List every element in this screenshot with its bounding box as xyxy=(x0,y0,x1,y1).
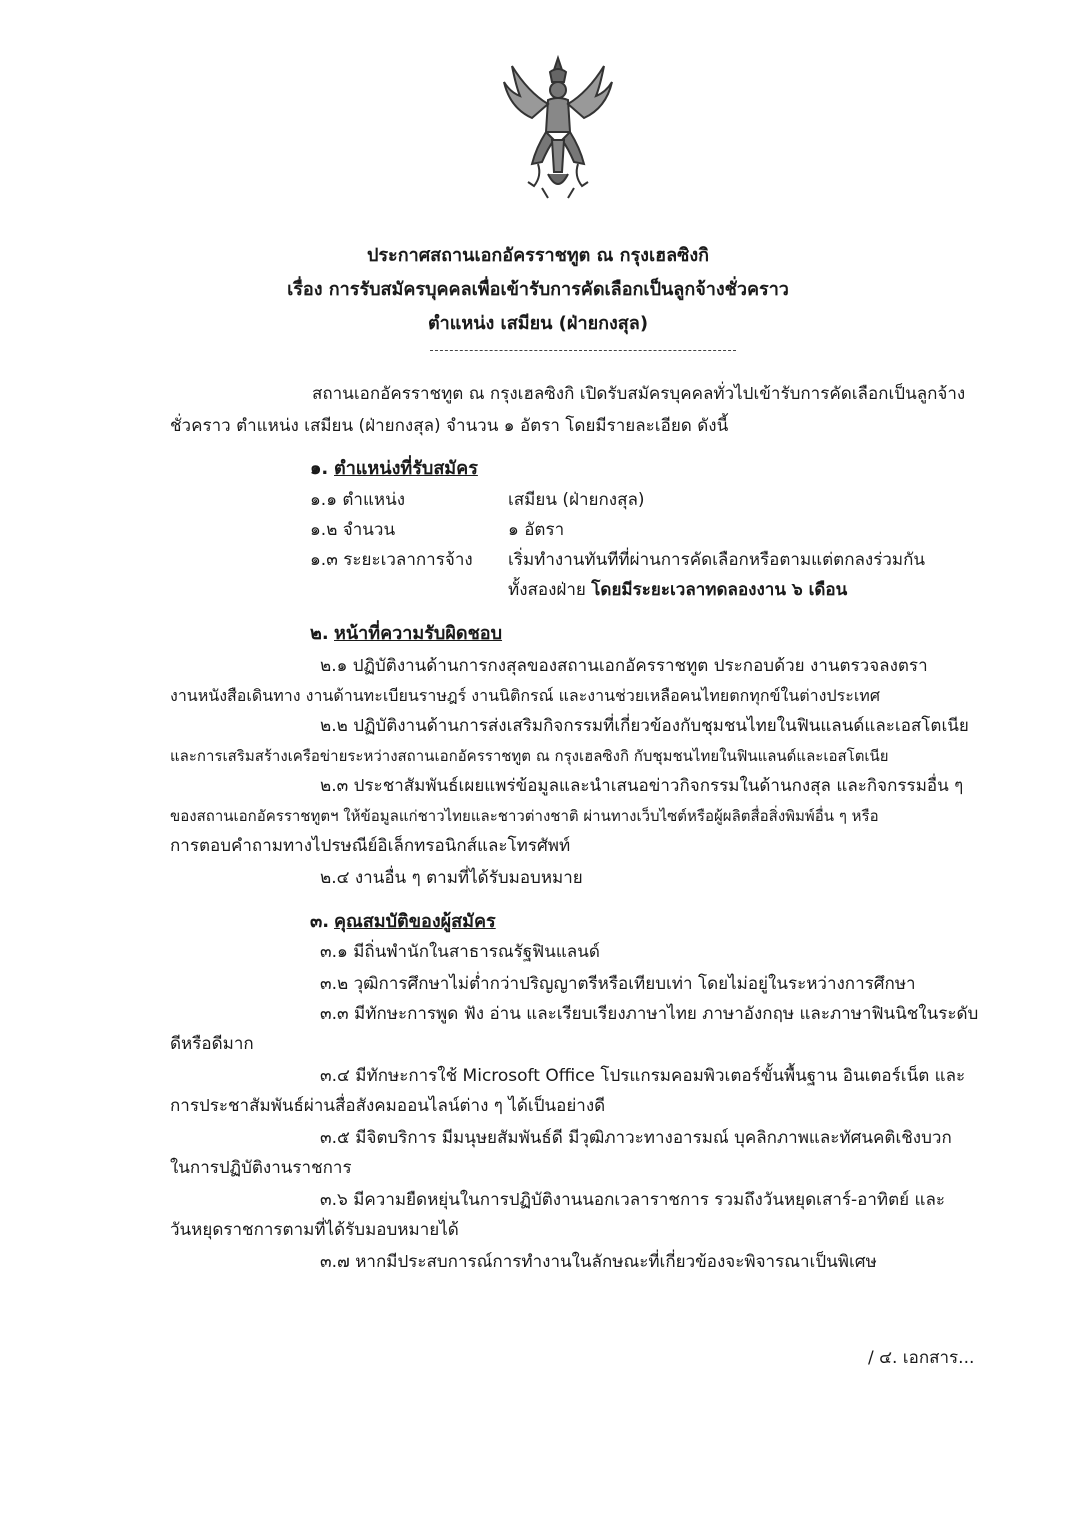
intro-line-1: สถานเอกอัครราชทูต ณ กรุงเฮลซิงกิ เปิดรับสมัครบุคคลทั่วไปเข้ารับการคัดเลือกเป็นลูกจ้าง xyxy=(312,384,966,404)
s3-line-6: การประชาสัมพันธ์ผ่านสื่อสังคมออนไลน์ต่าง ๆ ได้เป็นอย่างดี xyxy=(170,1096,606,1116)
s1-row-1-value: เสมียน (ฝ่ายกงสุล) xyxy=(508,490,645,510)
s3-line-3: ๓.๓ มีทักษะการพูด ฟัง อ่าน และเรียบเรียงภาษาไทย ภาษาอังกฤษ และภาษาฟินนิชในระดับ xyxy=(320,1004,979,1024)
s2-line-7: การตอบคำถามทางไปรษณีย์อิเล็กทรอนิกส์และโทรศัพท์ xyxy=(170,836,571,856)
s3-line-11: ๓.๗ หากมีประสบการณ์การทำงานในลักษณะที่เกี่ยวข้องจะพิจารณาเป็นพิเศษ xyxy=(320,1252,877,1272)
s3-line-1: ๓.๑ มีถิ่นพำนักในสาธารณรัฐฟินแลนด์ xyxy=(320,942,600,962)
section-3-number: ๓. xyxy=(310,911,330,932)
s3-line-8: ในการปฏิบัติงานราชการ xyxy=(170,1158,352,1178)
s2-line-2: งานหนังสือเดินทาง งานด้านทะเบียนราษฎร์ งานนิติกรณ์ และงานช่วยเหลือคนไทยตกทุกข์ในต่างประเทศ xyxy=(170,686,880,705)
s1-row-2-label: ๑.๒ จำนวน xyxy=(310,520,396,540)
s3-line-4: ดีหรือดีมาก xyxy=(170,1034,254,1054)
s1-row-2-value: ๑ อัตรา xyxy=(508,520,565,540)
continuation-note: / ๔. เอกสาร... xyxy=(868,1348,975,1368)
garuda-emblem-icon xyxy=(498,52,618,202)
s2-line-3: ๒.๒ ปฏิบัติงานด้านการส่งเสริมกิจกรรมที่เกี่ยวข้องกับชุมชนไทยในฟินแลนด์และเอสโตเนีย xyxy=(320,716,969,736)
s2-line-1: ๒.๑ ปฏิบัติงานด้านการกงสุลของสถานเอกอัครราชทูต ประกอบด้วย งานตรวจลงตรา xyxy=(320,656,928,676)
s2-line-8: ๒.๔ งานอื่น ๆ ตามที่ได้รับมอบหมาย xyxy=(320,868,583,888)
section-3-heading: คุณสมบัติของผู้สมัคร xyxy=(334,911,496,932)
s1-row-3-cont xyxy=(508,578,847,602)
section-2-heading: หน้าที่ความรับผิดชอบ xyxy=(334,623,503,644)
s1-row-3-cont-b: โดยมีระยะเวลาทดลองงาน ๖ เดือน xyxy=(591,580,848,600)
announcement-position: ตำแหน่ง เสมียน (ฝ่ายกงสุล) xyxy=(427,313,649,334)
s2-line-4: และการเสริมสร้างเครือข่ายระหว่างสถานเอกอัครราชทูต ณ กรุงเฮลซิงกิ กับชุมชนไทยในฟินแลนด์และเอสโตเนีย xyxy=(170,747,889,765)
s1-row-3-value: เริ่มทำงานทันทีที่ผ่านการคัดเลือกหรือตามแต่ตกลงร่วมกัน xyxy=(508,550,926,570)
header-divider xyxy=(430,350,736,351)
section-1-number: ๑. xyxy=(310,458,329,479)
s2-line-5: ๒.๓ ประชาสัมพันธ์เผยแพร่ข้อมูลและนำเสนอข่าวกิจกรรมในด้านกงสุล และกิจกรรมอื่น ๆ xyxy=(320,776,964,796)
intro-line-2: ชั่วคราว ตำแหน่ง เสมียน (ฝ่ายกงสุล) จำนวน ๑ อัตรา โดยมีรายละเอียด ดังนี้ xyxy=(170,416,729,436)
announcement-title: ประกาศสถานเอกอัครราชทูต ณ กรุงเฮลซิงกิ xyxy=(366,245,710,266)
s3-line-9: ๓.๖ มีความยืดหยุ่นในการปฏิบัติงานนอกเวลาราชการ รวมถึงวันหยุดเสาร์-อาทิตย์ และ xyxy=(320,1190,946,1210)
section-2-number: ๒. xyxy=(310,623,329,644)
s1-row-1-label: ๑.๑ ตำแหน่ง xyxy=(310,490,406,510)
s1-row-3-cont-a: ทั้งสองฝ่าย xyxy=(508,580,586,600)
section-1-heading: ตำแหน่งที่รับสมัคร xyxy=(334,458,478,479)
s1-row-3-label: ๑.๓ ระยะเวลาการจ้าง xyxy=(310,550,473,570)
announcement-subject: เรื่อง การรับสมัครบุคคลเพื่อเข้ารับการคัดเลือกเป็นลูกจ้างชั่วคราว xyxy=(287,279,789,300)
s3-line-5: ๓.๔ มีทักษะการใช้ Microsoft Office โปรแกรมคอมพิวเตอร์ขั้นพื้นฐาน อินเตอร์เน็ต และ xyxy=(320,1066,966,1086)
s2-line-6: ของสถานเอกอัครราชทูตฯ ให้ข้อมูลแก่ชาวไทยและชาวต่างชาติ ผ่านทางเว็บไซต์หรือผู้ผลิตสื่อสิ่งพิมพ์อื่น ๆ หรือ xyxy=(170,807,879,825)
s3-line-10: วันหยุดราชการตามที่ได้รับมอบหมายได้ xyxy=(170,1220,459,1240)
s3-line-2: ๓.๒ วุฒิการศึกษาไม่ต่ำกว่าปริญญาตรีหรือเทียบเท่า โดยไม่อยู่ในระหว่างการศึกษา xyxy=(320,974,916,994)
s3-line-7: ๓.๕ มีจิตบริการ มีมนุษยสัมพันธ์ดี มีวุฒิภาวะทางอารมณ์ บุคลิกภาพและทัศนคติเชิงบวก xyxy=(320,1128,952,1148)
